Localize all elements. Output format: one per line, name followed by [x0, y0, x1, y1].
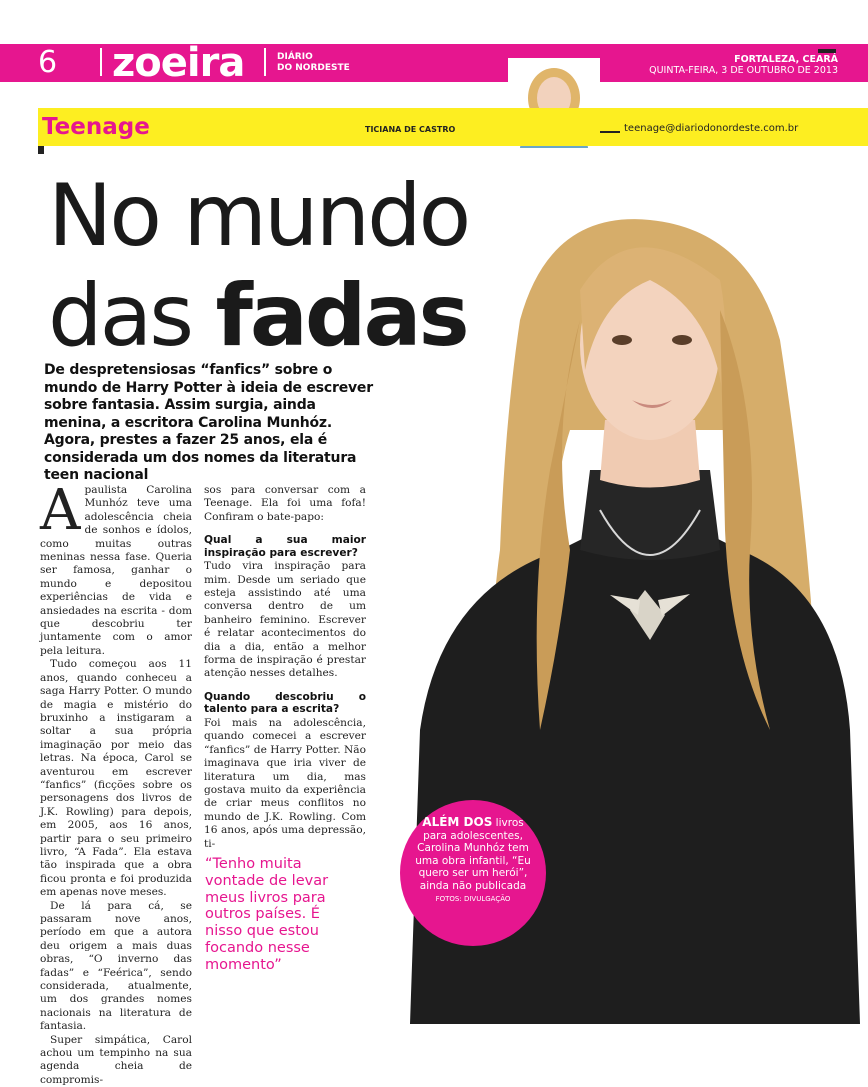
email-dash	[600, 131, 620, 133]
interview-question: Qual a sua maior inspiração para escrever?	[204, 534, 366, 559]
photo-caption	[410, 816, 536, 906]
columnist-name: TICIANA DE CASTRO	[365, 125, 456, 134]
header-divider	[264, 48, 266, 76]
dateline	[649, 54, 838, 76]
dateline-city: FORTALEZA, CEARÁ	[734, 54, 838, 65]
section-logo: zoeira	[112, 40, 245, 86]
caption-text: livros para adolescentes, Carolina Munhóz tem uma obra infantil, “Eu quero ser um herói”, ainda não publicada	[415, 817, 531, 892]
paragraph	[40, 478, 192, 658]
paragraph: De lá para cá, se passaram nove anos, período em que a autora deu origem a mais duas obras, “O inverno das fadas” e “Feérica”, sendo considerada, atualmente, um dos grandes nomes nacionais na literatura de fantasia.	[40, 899, 192, 1033]
newspaper-name	[277, 52, 350, 74]
dateline-date: QUINTA-FEIRA, 3 DE OUTUBRO DE 2013	[649, 65, 838, 76]
column-title: Teenage	[42, 114, 150, 140]
headline-line2	[48, 266, 468, 366]
headline-line2-light: das	[48, 266, 216, 366]
interview-question: Quando descobriu o talento para a escrita?	[204, 690, 366, 716]
location-mark	[818, 49, 836, 53]
paragraph: Super simpática, Carol achou um tempinho na sua agenda cheia de compromis-	[40, 1033, 192, 1086]
standfirst: De despretensiosas “fanfics” sobre o mundo de Harry Potter à ideia de escrever sobre fantasia. Assim surgia, ainda menina, a escritora Carolina Munhóz. Agora, prestes a fazer 25 anos, ela é considerada um dos nomes da literatura teen nacional	[44, 362, 373, 483]
pull-quote: “Tenho muita vontade de levar meus livros para outros países. É nisso que estou focando nesse momento”	[205, 856, 329, 973]
interview-answer: Tudo vira inspiração para mim. Desde um seriado que esteja assistindo até uma conversa dentro de um banheiro feminino. Escrever é relatar acontecimentos do dia a dia, então a melhor forma de inspiração é prestar atenção nesses detalhes.	[204, 560, 366, 680]
caption-lead: ALÉM DOS	[422, 815, 493, 829]
page-number: 6	[38, 45, 58, 80]
paragraph: Tudo começou aos 11 anos, quando conheceu a saga Harry Potter. O mundo de magia e mistério do bruxinho a instigaram a soltar a sua própria imaginação por meio das letras. Na época, Carol se aventurou em escrever “fanfics” (ficções sobre os personagens dos livros de J.K. Rowling) para depois, em 2005, aos 16 anos, partir para o seu primeiro livro, “A Fada”. Ela estava tão inspirada que a obra ficou pronta e foi produzida em apenas nove meses.	[40, 658, 192, 899]
headline	[48, 166, 468, 366]
headline-line2-bold: fadas	[215, 266, 467, 366]
article-column-2	[204, 484, 366, 851]
article-column-1	[40, 478, 192, 1087]
photo-credit: FOTOS: DIVULGAÇÃO	[435, 895, 511, 903]
paragraph-text: paulista Carolina Munhóz teve uma adolescência cheia de sonhos e ídolos, como muitas outras meninas nessa fase. Queria ser famosa, ganhar o mundo e depositou experiências de vida e ansiedades na escrita - dom que descobriu ter juntamente com o amor pela leitura.	[40, 484, 192, 657]
photo-caption-badge	[400, 800, 546, 946]
paragraph: sos para conversar com a Teenage. Ela foi uma fofa! Confiram o bate-papo:	[204, 484, 366, 523]
header-divider	[100, 48, 102, 76]
column-bar-notch	[38, 146, 44, 154]
newspaper-name-line1: DIÁRIO	[277, 52, 313, 62]
contact-email: teenage@diariodonordeste.com.br	[624, 123, 799, 134]
interview-answer: Foi mais na adolescência, quando comecei a escrever “fanfics” de Harry Potter. Não imaginava que iria viver de literatura um dia, mas gostava muito da experiência de criar meus conflitos no mundo de J.K. Rowling. Com 16 anos, após uma depressão, ti-	[204, 716, 366, 850]
drop-cap: A	[40, 478, 81, 543]
newspaper-name-line2: DO NORDESTE	[277, 63, 350, 73]
headline-line1: No mundo	[48, 166, 469, 266]
